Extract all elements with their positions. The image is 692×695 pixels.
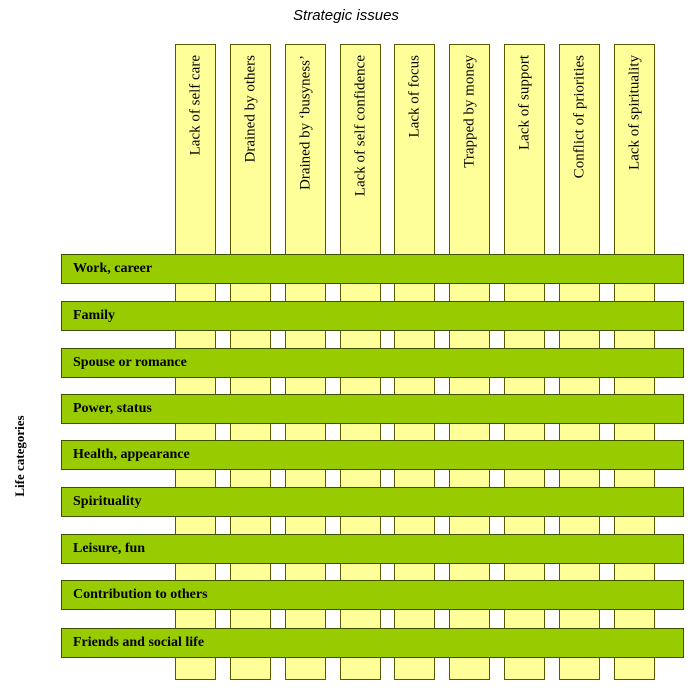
category-row [61,487,684,517]
category-row-label: Friends and social life [73,635,205,650]
issue-column-label: Drained by others [242,55,258,163]
issue-column-label: Lack of focus [406,55,422,138]
category-row [61,440,684,470]
issue-column-label: Lack of spirituality [626,55,642,170]
category-row [61,254,684,284]
category-row [61,348,684,378]
issue-column-label: Conflict of priorities [571,55,587,179]
category-row [61,394,684,424]
category-row-label: Power, status [73,401,152,416]
life-categories-title [0,406,40,506]
issue-column-label: Trapped by money [461,55,477,168]
category-row-label: Spirituality [73,494,142,509]
category-row-label: Family [73,308,115,323]
strategic-issues-title: Strategic issues [293,7,399,24]
category-row-label: Spouse or romance [73,355,187,370]
category-row-label: Health, appearance [73,447,190,462]
category-row [61,580,684,610]
category-row [61,534,684,564]
category-row [61,628,684,658]
category-row-label: Leisure, fun [73,541,146,556]
category-row [61,301,684,331]
category-row-label: Work, career [73,261,153,276]
issue-column-label: Lack of self care [187,55,203,156]
issue-column-label: Lack of self confidence [352,55,368,197]
issue-column-label: Drained by ‘busyness’ [297,55,313,190]
category-row-label: Contribution to others [73,587,208,602]
issue-column-label: Lack of support [516,55,532,150]
life-categories-label: Life categories [12,415,27,497]
